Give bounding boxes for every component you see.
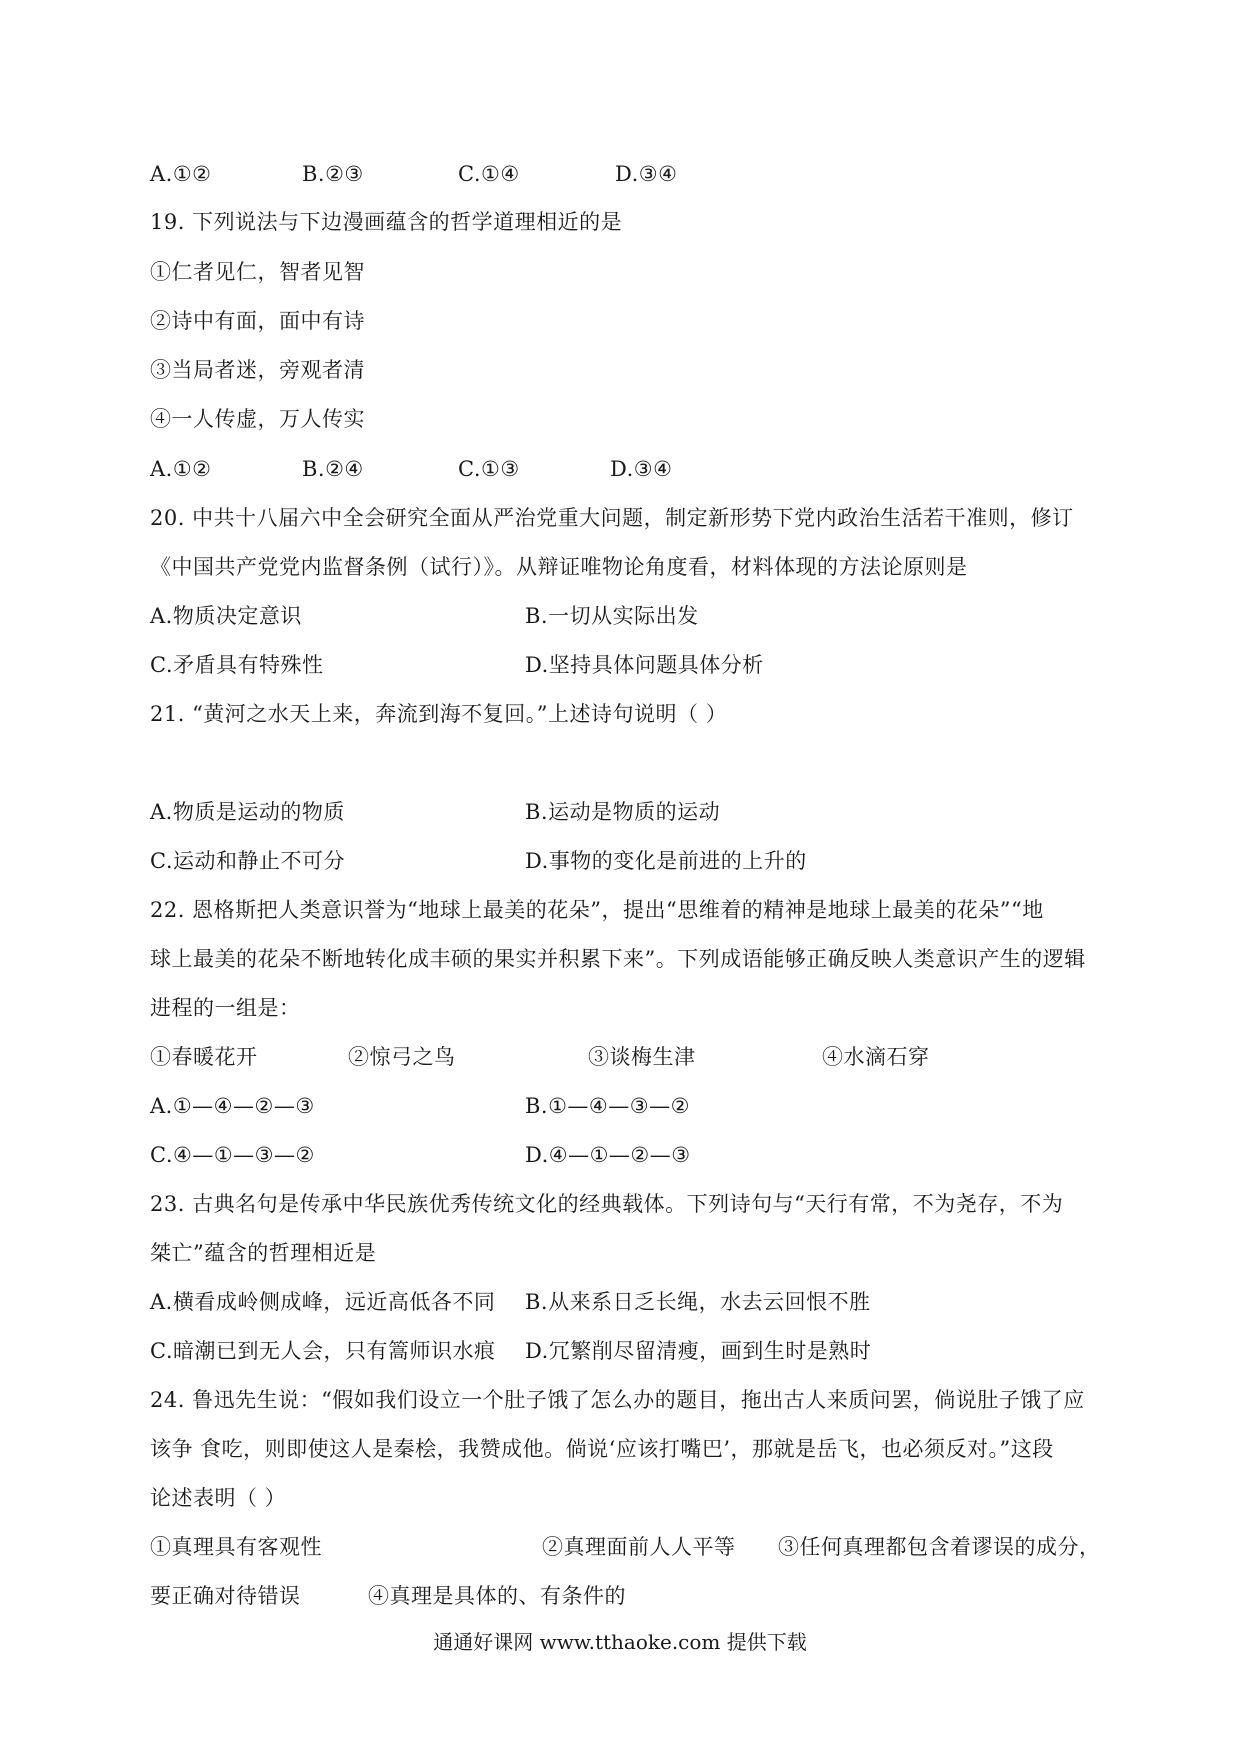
q24-item-4: ④真理是具体的、有条件的 — [368, 1584, 626, 1608]
q24-stem-line-1: 24. 鲁迅先生说：“假如我们设立一个肚子饿了怎么办的题目，拖出古人来质问罢，倘说肚子饿了应 — [150, 1388, 1085, 1412]
q18-option-d: D.③④ — [615, 162, 678, 186]
q19-option-d: D.③④ — [610, 457, 673, 481]
q23-stem-line-1: 23. 古典名句是传承中华民族优秀传统文化的经典载体。下列诗句与“天行有常，不为尧存，不为 — [150, 1192, 1064, 1216]
q19-item-1: ①仁者见仁，智者见智 — [150, 260, 365, 284]
q24-stem-line-2: 该争 食吃，则即使这人是秦桧，我赞成他。倘说‘应该打嘴巴’，那就是岳飞，也必须反对。”这段 — [150, 1437, 1054, 1461]
q22-item-4: ④水滴石穿 — [822, 1045, 930, 1069]
q18-option-a: A.①② — [150, 162, 212, 186]
q24-item-3-continued: 要正确对待错误 — [150, 1584, 301, 1608]
q21-option-d: D.事物的变化是前进的上升的 — [525, 849, 807, 873]
q19-item-2: ②诗中有面，面中有诗 — [150, 309, 365, 333]
q19-stem: 19. 下列说法与下边漫画蕴含的哲学道理相近的是 — [150, 210, 623, 234]
page-footer: 通通好课网 www.tthaoke.com 提供下载 — [433, 1630, 807, 1654]
q22-option-b: B.①—④—③—② — [525, 1094, 690, 1118]
q19-item-3: ③当局者迷，旁观者清 — [150, 358, 365, 382]
q20-option-a: A.物质决定意识 — [150, 604, 302, 628]
q22-item-1: ①春暖花开 — [150, 1045, 258, 1069]
q18-option-b: B.②③ — [302, 162, 364, 186]
q24-item-2: ②真理面前人人平等 — [542, 1535, 736, 1559]
q22-stem-line-2: 球上最美的花朵不断地转化成丰硕的果实并积累下来”。下列成语能够正确反映人类意识产生的逻辑 — [150, 947, 1086, 971]
q22-item-2: ②惊弓之鸟 — [348, 1045, 456, 1069]
q23-option-a: A.横看成岭侧成峰，远近高低各不同 — [150, 1290, 496, 1314]
q18-option-c: C.①④ — [458, 162, 520, 186]
q21-option-c: C.运动和静止不可分 — [150, 849, 345, 873]
q23-stem-line-2: 桀亡”蕴含的哲理相近是 — [150, 1241, 377, 1265]
q23-option-b: B.从来系日乏长绳，水去云回恨不胜 — [525, 1290, 871, 1314]
q22-option-c: C.④—①—③—② — [150, 1143, 315, 1167]
q19-item-4: ④一人传虚，万人传实 — [150, 407, 365, 431]
q19-option-b: B.②④ — [302, 457, 364, 481]
q20-option-c: C.矛盾具有特殊性 — [150, 653, 324, 677]
q22-stem-line-3: 进程的一组是： — [150, 996, 301, 1020]
q22-item-3: ③谈梅生津 — [588, 1045, 696, 1069]
q24-stem-line-3: 论述表明（ ） — [150, 1486, 287, 1510]
q20-option-d: D.坚持具体问题具体分析 — [525, 653, 764, 677]
q24-item-3: ③任何真理都包含着谬误的成分， — [778, 1535, 1101, 1559]
q22-option-a: A.①—④—②—③ — [150, 1094, 315, 1118]
q23-option-d: D.冗繁削尽留清瘦，画到生时是熟时 — [525, 1339, 872, 1363]
q20-stem-line-1: 20. 中共十八届六中全会研究全面从严治党重大问题，制定新形势下党内政治生活若干准则，修订 — [150, 506, 1074, 530]
q23-option-c: C.暗潮已到无人会，只有篙师识水痕 — [150, 1339, 496, 1363]
q21-stem: 21. “黄河之水天上来，奔流到海不复回。”上述诗句说明（ ） — [150, 702, 728, 726]
q22-option-d: D.④—①—②—③ — [525, 1143, 691, 1167]
q20-option-b: B.一切从实际出发 — [525, 604, 699, 628]
q19-option-c: C.①③ — [458, 457, 520, 481]
q22-stem-line-1: 22. 恩格斯把人类意识誉为“地球上最美的花朵”，提出“思维着的精神是地球上最美的花朵”“地 — [150, 898, 1044, 922]
q21-option-b: B.运动是物质的运动 — [525, 800, 721, 824]
q24-item-1: ①真理具有客观性 — [150, 1535, 322, 1559]
q21-option-a: A.物质是运动的物质 — [150, 800, 345, 824]
q20-stem-line-2: 《中国共产党党内监督条例（试行）》。从辩证唯物论角度看，材料体现的方法论原则是 — [150, 555, 968, 579]
q19-option-a: A.①② — [150, 457, 212, 481]
